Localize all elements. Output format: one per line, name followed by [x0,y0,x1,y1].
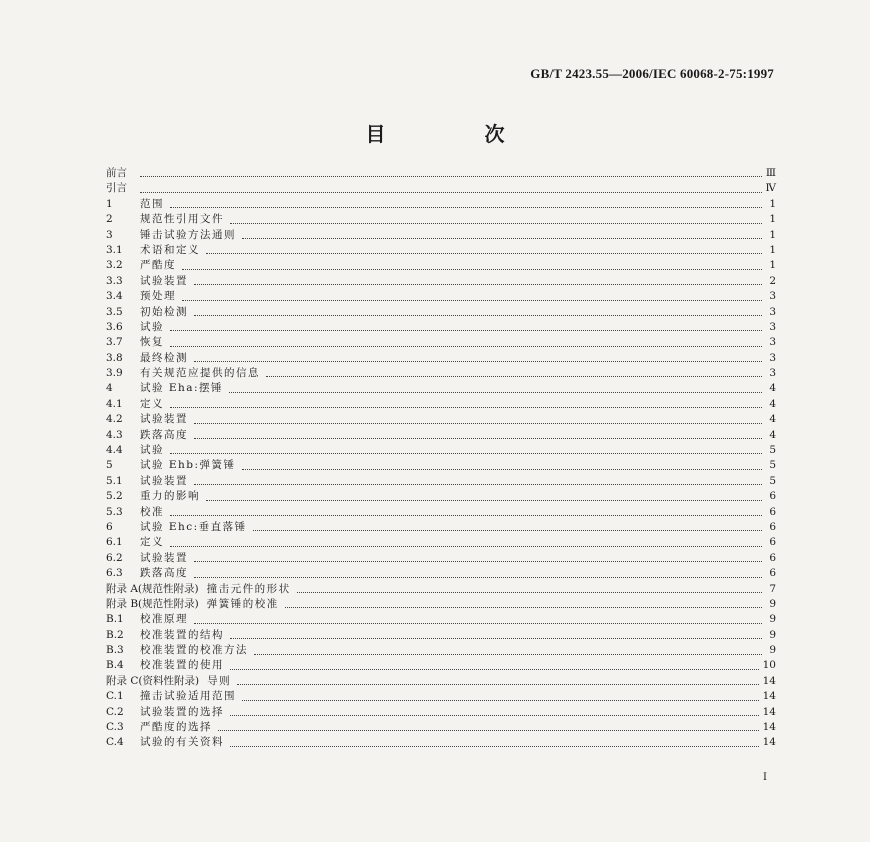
dot-leader [170,330,762,331]
dot-leader [229,392,762,393]
dot-leader [230,223,762,224]
toc-entry-page: 3 [769,290,776,303]
dot-leader [194,284,762,285]
toc-entry-page: 5 [769,459,776,472]
toc-entry[interactable] [106,397,776,412]
toc-entry[interactable] [106,597,776,612]
toc-entry-number: 4.3 [106,428,123,441]
toc-entry-page: 10 [762,659,776,672]
toc-entry-page: 1 [769,213,776,226]
toc-entry[interactable] [106,274,776,289]
toc-entry[interactable] [106,428,776,443]
toc-entry-page: 14 [762,705,776,718]
toc-entry-page: 9 [769,628,776,641]
dot-leader [242,469,762,470]
toc-entry[interactable] [106,412,776,427]
dot-leader [242,700,759,701]
toc-entry-page: 6 [769,490,776,503]
toc-entry-number: 附录 C(资料性附录) [106,674,200,687]
toc-entry-label: 试验 Ehc:垂直落锤 [140,520,247,533]
dot-leader [254,654,762,655]
toc-entry[interactable] [106,659,776,674]
toc-entry-page: 5 [769,474,776,487]
toc-entry-label: 试验装置 [140,413,188,426]
toc-entry-number: 5.1 [106,474,123,487]
toc-entry-page: 14 [762,690,776,703]
toc-entry-page: 9 [769,613,776,626]
dot-leader [170,515,762,516]
toc-entry-label: 试验装置 [140,274,188,287]
toc-entry-label: 跌落高度 [140,567,188,580]
dot-leader [170,546,762,547]
dot-leader [194,361,762,362]
dot-leader [194,315,762,316]
standard-code: GB/T 2423.55—2006/IEC 60068-2-75:1997 [530,66,774,81]
toc-entry-number: 4 [106,382,113,395]
toc-entry[interactable] [106,366,776,381]
toc-entry-label: 锤击试验方法通则 [140,228,236,241]
toc-entry-number: 4.4 [106,444,123,457]
toc-entry-number: 5.2 [106,490,123,503]
toc-entry[interactable] [106,351,776,366]
toc-entry-number: 3.6 [106,320,123,333]
toc-entry-page: 2 [769,274,776,287]
toc-entry-label: 校准装置的校准方法 [140,644,248,657]
dot-leader [194,438,762,439]
dot-leader [194,484,762,485]
dot-leader [230,638,762,639]
dot-leader [182,300,762,301]
toc-entry-label: 重力的影响 [140,490,200,503]
toc-entry-page: 7 [769,582,776,595]
toc-entry-number: 3.5 [106,305,123,318]
toc-entry-label: 校准装置的结构 [140,628,224,641]
toc-entry[interactable] [106,212,776,227]
toc-entry-number: 5 [106,459,113,472]
toc-entry[interactable] [106,474,776,489]
dot-leader [237,684,759,685]
toc-entry-number: 附录 B(规范性附录) [106,597,199,610]
toc-entry-number: 1 [106,197,113,210]
toc-entry[interactable] [106,181,776,196]
toc-entry[interactable] [106,335,776,350]
toc-entry[interactable] [106,443,776,458]
dot-leader [170,346,762,347]
dot-leader [266,376,762,377]
toc-entry-page: 1 [769,197,776,210]
dot-leader [194,623,762,624]
toc-entry-label: 定义 [140,397,164,410]
toc-entry[interactable] [106,551,776,566]
toc-entry-page: 9 [769,597,776,610]
toc-entry-number: 3.8 [106,351,123,364]
toc-entry-number: 6.1 [106,536,123,549]
toc-entry-label: 试验 Ehb:弹簧锤 [140,459,236,472]
toc-entry-label: 试验的有关资料 [140,736,224,749]
toc-entry-page: 4 [769,397,776,410]
toc-entry[interactable] [106,689,776,704]
toc-entry-label: 严酷度 [140,259,176,272]
dot-leader [230,746,759,747]
dot-leader [182,269,762,270]
toc-entry-page: 3 [769,351,776,364]
toc-entry[interactable] [106,628,776,643]
dot-leader [206,253,762,254]
toc-entry[interactable] [106,166,776,181]
toc-entry-number: C.2 [106,705,124,718]
toc-entry[interactable] [106,489,776,504]
dot-leader [230,715,759,716]
dot-leader [230,669,759,670]
toc-entry-number: 3.1 [106,243,123,256]
toc-entry-page: 4 [769,428,776,441]
toc-entry-page: 4 [769,413,776,426]
page-title: 目 次 [365,122,551,146]
toc-entry-label: 试验 [140,444,164,457]
toc-entry-label: 校准 [140,505,164,518]
dot-leader [253,530,762,531]
dot-leader [285,607,762,608]
toc-entry-page: 3 [769,336,776,349]
dot-leader [242,238,762,239]
toc-entry[interactable] [106,735,776,750]
toc-entry-label: 术语和定义 [140,243,200,256]
toc-entry[interactable] [106,520,776,535]
toc-entry-page: 1 [769,259,776,272]
toc-entry[interactable] [106,228,776,243]
toc-entry-label: 范围 [140,197,164,210]
toc-entry-number: 3.4 [106,290,123,303]
toc-entry[interactable] [106,458,776,473]
toc-entry-page: 3 [769,367,776,380]
toc-entry-number: B.3 [106,644,124,657]
toc-entry-page: 14 [762,736,776,749]
toc-entry[interactable] [106,243,776,258]
toc-entry-number: 3.2 [106,259,123,272]
toc-entry-number: 6.2 [106,551,123,564]
toc-entry-page: 3 [769,320,776,333]
toc-entry-number: 3.7 [106,336,123,349]
toc-entry-number: 3.3 [106,274,123,287]
toc-entry-page: 1 [769,243,776,256]
toc-entry-page: Ⅲ [765,166,776,179]
dot-leader [170,407,762,408]
toc-entry-number: 4.2 [106,413,123,426]
toc-entry-number: B.1 [106,613,124,626]
toc-entry[interactable] [106,674,776,689]
toc-entry-label: 撞击元件的形状 [206,582,291,595]
toc-entry-number: 6 [106,520,113,533]
toc-entry-number: 2 [106,213,113,226]
toc-entry-page: 14 [762,674,776,687]
toc-entry-number: 附录 A(规范性附录) [106,582,199,595]
toc-entry-label: 试验装置 [140,551,188,564]
toc-entry-label: 校准原理 [140,613,188,626]
toc-entry-number: B.2 [106,628,124,641]
toc-entry-label: 预处理 [140,290,176,303]
toc-entry-page: 3 [769,305,776,318]
toc-entry-number: 前言 [106,166,127,179]
toc-entry-label: 导则 [207,674,232,687]
toc-entry-label: 规范性引用文件 [140,213,224,226]
toc-entry[interactable] [106,582,776,597]
toc-entry[interactable] [106,258,776,273]
toc-entry-label: 有关规范应提供的信息 [140,367,260,380]
toc-entry-page: 5 [769,444,776,457]
toc-entry[interactable] [106,612,776,627]
toc-entry-label: 恢复 [140,336,164,349]
toc-entry[interactable] [106,289,776,304]
toc-entry-number: 3 [106,228,113,241]
toc-entry-page: 9 [769,644,776,657]
toc-entry-page: 6 [769,536,776,549]
toc-entry-label: 校准装置的使用 [140,659,224,672]
toc-entry-label: 定义 [140,536,164,549]
toc-entry[interactable] [106,720,776,735]
dot-leader [170,207,762,208]
dot-leader [194,423,762,424]
toc-entry-label: 试验 [140,320,164,333]
toc-entry-number: 3.9 [106,367,123,380]
toc-entry-page: 6 [769,505,776,518]
toc-entry-number: 5.3 [106,505,123,518]
toc-entry[interactable] [106,381,776,396]
toc-entry[interactable] [106,197,776,212]
toc-entry-label: 跌落高度 [140,428,188,441]
toc-entry-label: 撞击试验适用范围 [140,690,236,703]
toc-entry-number: C.4 [106,736,124,749]
toc-entry-number: 引言 [106,182,127,195]
toc-entry[interactable] [106,705,776,720]
toc-entry-page: 1 [769,228,776,241]
dot-leader [194,577,762,578]
toc-entry-page: Ⅳ [765,182,776,195]
toc-entry-page: 6 [769,567,776,580]
toc-entry[interactable] [106,305,776,320]
toc-entry-label: 试验装置 [140,474,188,487]
dot-leader [297,592,762,593]
toc-entry[interactable] [106,320,776,335]
table-of-contents [106,166,776,751]
toc-entry-page: 6 [769,520,776,533]
toc-entry-label: 弹簧锤的校准 [206,597,279,610]
toc-entry-page: 6 [769,551,776,564]
dot-leader [218,730,759,731]
toc-entry-label: 最终检测 [140,351,188,364]
toc-entry-page: 14 [762,721,776,734]
dot-leader [140,176,762,177]
toc-entry[interactable] [106,535,776,550]
toc-entry-number: C.1 [106,690,124,703]
dot-leader [140,192,762,193]
dot-leader [206,500,762,501]
toc-entry[interactable] [106,643,776,658]
toc-entry[interactable] [106,505,776,520]
toc-entry-number: C.3 [106,721,124,734]
page-number: I [763,772,767,783]
toc-entry[interactable] [106,566,776,581]
toc-entry-number: 6.3 [106,567,123,580]
toc-entry-number: B.4 [106,659,124,672]
toc-entry-label: 试验装置的选择 [140,705,224,718]
dot-leader [170,453,762,454]
toc-entry-number: 4.1 [106,397,123,410]
dot-leader [194,561,762,562]
toc-entry-label: 试验 Eha:摆锤 [140,382,224,395]
toc-entry-page: 4 [769,382,776,395]
toc-entry-label: 初始检测 [140,305,188,318]
toc-entry-label: 严酷度的选择 [140,721,212,734]
